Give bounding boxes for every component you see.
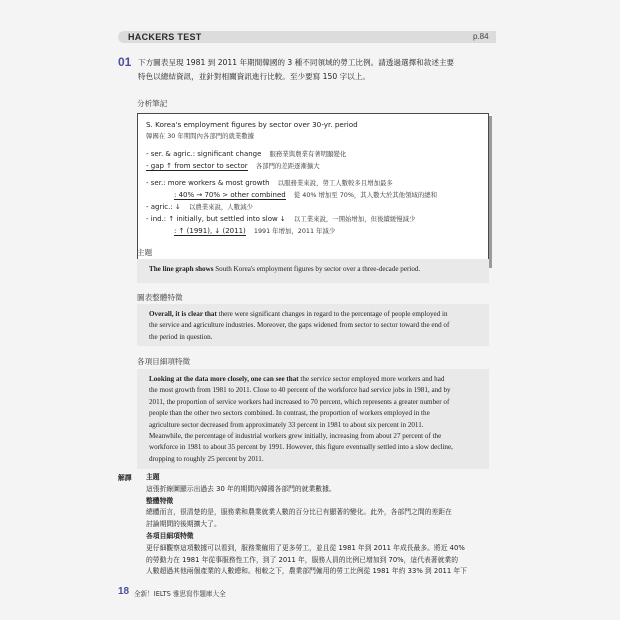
detail-line-8: dropping to roughly 25 percent by 2011. xyxy=(149,454,264,463)
overview-line-2: the service and agriculture industries. Moreover, the gaps widened from sector to sector toward the end of xyxy=(149,321,450,330)
topic-label: 主題 xyxy=(137,248,153,257)
note-line-5: - agric.: ↓ xyxy=(146,203,181,211)
detail-line-2: the most growth from 1981 to 2011. Close to 40 percent of the workforce had service jobs in 1981, and by xyxy=(149,386,451,395)
notes-title-zh: 韓國在 30 年期間內各部門的就業數據 xyxy=(146,132,255,140)
note-line-7: : ↑ (1991), ↓ (2011) xyxy=(174,227,246,235)
translation-overview-label: 整體特徵 xyxy=(146,496,174,505)
overview-label: 圖表整體特徵 xyxy=(137,293,183,302)
detail-label: 各項目細項特徵 xyxy=(137,357,191,366)
translation-line-5: 的勞動力在 1981 年從事服務性工作，到了 2011 年，服務人員的比例已增加到 70%，這代表著就業的 xyxy=(146,555,458,564)
detail-line-1: the service sector employed more workers and had xyxy=(298,375,445,383)
translation-block xyxy=(146,472,496,578)
question-text xyxy=(138,56,498,84)
translation-line-2: 總體而言，很清楚的是，服務業和農業就業人數的百分比已有顯著的變化。此外，各部門之間的差距在 xyxy=(146,508,452,517)
detail-line-6: Meanwhile, the percentage of industrial workers grew initially, increasing from about 27 percent of the xyxy=(149,432,442,441)
question-number: 01 xyxy=(118,55,132,69)
overview-line-3: the period in question. xyxy=(149,332,213,341)
translation-line-6: 人數超過其他兩個產業的人數總和。相較之下，農業部門僱用的勞工比例從 1981 年約 33% 到 2011 年下 xyxy=(146,567,467,576)
footer-page-number: 18 xyxy=(118,586,130,597)
translation-line-4: 更仔細觀察這項數據可以看到，服務業僱用了更多勞工，並且從 1981 年到 2011 年成長最多。將近 40% xyxy=(146,543,465,552)
detail-line-7: workforce in 1981 to about 35 percent by 1991. However, this figure eventually settled into a slow decline, xyxy=(149,443,453,452)
translation-topic-label: 主題 xyxy=(146,473,160,481)
footer-book-title: 全新！IELTS 雅思寫作題庫大全 xyxy=(134,590,226,598)
note-line-7-zh: 1991 年增加，2011 年減少 xyxy=(253,227,336,235)
note-line-1: - ser. & agric.: significant change xyxy=(146,150,262,158)
question-line-2: 特色以總結資訊，並針對相關資訊進行比較。至少要寫 150 字以上。 xyxy=(138,72,370,81)
translation-line-3: 討論期間的後期擴大了。 xyxy=(146,520,221,529)
note-line-3: - ser.: more workers & most growth xyxy=(146,179,270,187)
note-line-2: - gap ↑ from sector to sector xyxy=(146,162,248,170)
overview-lead: Overall, it is clear that xyxy=(149,310,217,318)
detail-lead: Looking at the data more closely, one can see that xyxy=(149,375,299,383)
topic-lead: The line graph shows xyxy=(149,265,214,273)
note-line-6-zh: 以工業來說，一開始增加，但後續緩慢減少 xyxy=(293,215,416,223)
topic-sentence-box xyxy=(137,259,489,283)
note-line-1-zh: 服務業與農業有著明顯變化 xyxy=(269,150,347,158)
header-page-ref: p.84 xyxy=(473,32,489,41)
note-line-4: : 40% → 70% > other combined xyxy=(174,191,286,199)
detail-box xyxy=(137,369,489,469)
overview-line-1: there were significant changes in regard to the percentage of people employed in xyxy=(216,310,448,318)
detail-line-5: agriculture sector decreased from approximately 33 percent in 1981 to about six percent in 2011. xyxy=(149,420,424,429)
analysis-notes-box xyxy=(137,113,489,265)
note-line-3-zh: 以服務業來說，勞工人數較多且增加最多 xyxy=(277,179,393,187)
translation-label: 解譯 xyxy=(118,474,132,482)
notes-label: 分析筆記 xyxy=(137,99,168,108)
note-line-6: - ind.: ↑ initially, but settled into slow ↓ xyxy=(146,215,286,223)
note-line-2-zh: 各部門的差距逐漸擴大 xyxy=(255,162,320,170)
question-line-1: 下方圖表呈現 1981 到 2011 年期間韓國的 3 種不同領域的勞工比例。請透過選擇和敘述主要 xyxy=(138,58,455,67)
header-title: HACKERS TEST xyxy=(128,32,202,42)
topic-rest: South Korea's employment figures by sector over a three-decade period. xyxy=(213,265,421,273)
notes-title: S. Korea's employment figures by sector over 30-yr. period xyxy=(146,120,358,129)
detail-line-4: people than the other two sectors combined. In contrast, the proportion of workers employed in the xyxy=(149,409,430,418)
note-line-4-zh: 從 40% 增加至 70%，其人數大於其他領域的總和 xyxy=(293,191,437,199)
translation-detail-label: 各項目細項特徵 xyxy=(146,531,194,540)
translation-line-1: 這張折線圖顯示出過去 30 年的期間內韓國各部門的就業數據。 xyxy=(146,484,336,493)
detail-line-3: 2011, the proportion of service workers had increased to 70 percent, which represents a greater number of xyxy=(149,397,450,406)
note-line-5-zh: 以農業來說，人數減少 xyxy=(188,203,253,211)
overview-box xyxy=(137,304,489,346)
